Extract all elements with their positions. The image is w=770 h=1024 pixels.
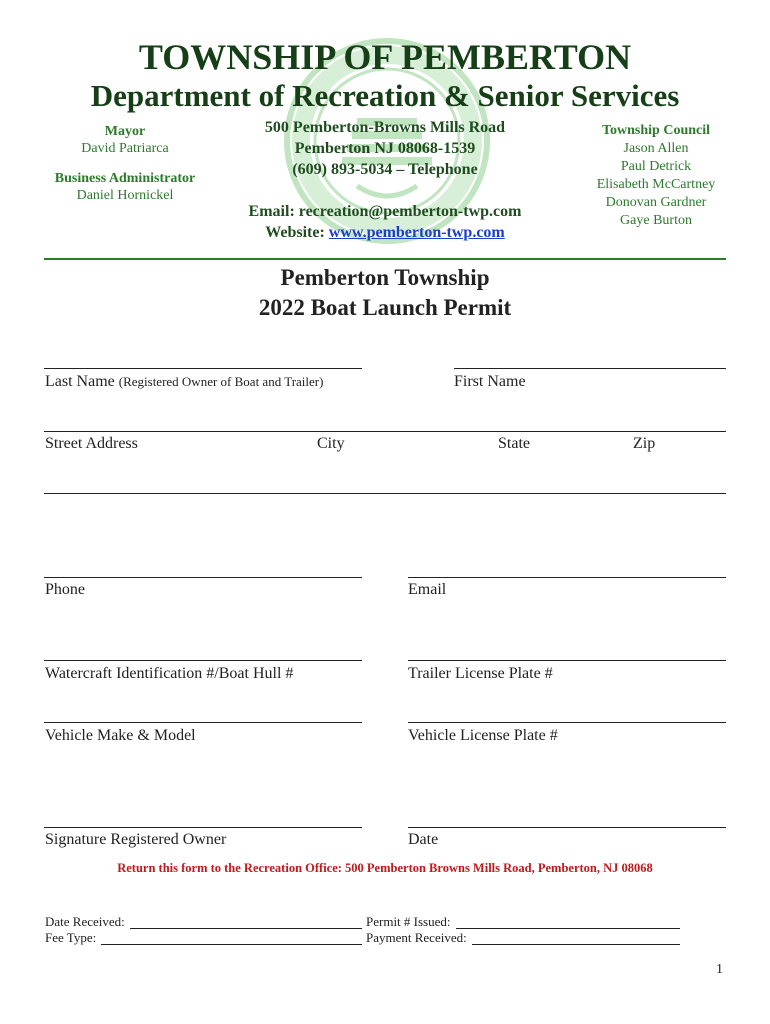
contact-block [200,201,570,243]
admin-label: Business Administrator [54,171,196,186]
vehicle-make-label: Vehicle Make & Model [45,727,196,744]
department-title: Department of Recreation & Senior Services [90,78,680,113]
township-title: TOWNSHIP OF PEMBERTON [138,37,632,77]
admin-name: Daniel Hornickel [76,188,174,203]
permit-title-line-1: Pemberton Township [280,265,490,290]
last-name-note: (Registered Owner of Boat and Trailer) [118,374,324,389]
email-label: Email [408,581,447,598]
permit-issued-field[interactable] [456,928,680,929]
mayor-name: David Patriarca [81,141,169,156]
vehicle-plate-field[interactable] [408,722,726,723]
watercraft-field[interactable] [44,660,362,661]
council-member: Paul Detrick [620,159,692,174]
email-line: Email: recreation@pemberton-twp.com [248,203,522,220]
return-instructions: Return this form to the Recreation Office: 500 Pemberton Browns Mills Road, Pemberton, NJ 08068 [117,861,653,875]
website-line [200,222,570,243]
header-divider [44,258,726,260]
council-member: Gaye Burton [620,213,692,228]
watercraft-label: Watercraft Identification #/Boat Hull # [45,665,294,682]
address-line-1: 500 Pemberton-Browns Mills Road [264,119,506,136]
council-member: Elisabeth McCartney [596,177,716,192]
council-member: Donovan Gardner [605,195,707,210]
last-name-text: Last Name [45,373,115,390]
permit-title-line-2: 2022 Boat Launch Permit [258,295,512,320]
website-label: Website: [265,224,329,241]
page-number: 1 [716,962,723,977]
vehicle-plate-label: Vehicle License Plate # [408,727,558,744]
zip-label: Zip [633,435,656,452]
mayor-label: Mayor [104,124,146,139]
mayor-block [40,123,210,157]
council-label: Township Council [601,123,711,138]
last-name-label [45,373,323,391]
email-field[interactable] [408,577,726,578]
fee-type-field[interactable] [101,944,362,945]
fee-type-label: Fee Type: [45,930,97,945]
permit-issued-label: Permit # Issued: [366,914,451,929]
payment-received-field[interactable] [472,944,680,945]
address-continuation-field[interactable] [44,493,726,494]
last-name-field[interactable] [44,368,362,369]
first-name-label: First Name [454,373,526,390]
address-line-2: Pemberton NJ 08068-1539 [294,140,476,157]
trailer-plate-field[interactable] [408,660,726,661]
phone-field[interactable] [44,577,362,578]
signature-field[interactable] [44,827,362,828]
permit-title [0,263,770,323]
street-address-label: Street Address [45,435,138,452]
payment-received-label: Payment Received: [366,930,467,945]
phone-line: (609) 893-5034 – Telephone [292,161,478,178]
date-received-label: Date Received: [45,914,125,929]
phone-label: Phone [45,581,85,598]
trailer-plate-label: Trailer License Plate # [408,665,553,682]
council-member: Jason Allen [623,141,689,156]
signature-label: Signature Registered Owner [45,831,227,848]
vehicle-make-field[interactable] [44,722,362,723]
city-label: City [317,435,345,452]
first-name-field[interactable] [454,368,726,369]
date-field[interactable] [408,827,726,828]
website-link[interactable]: www.pemberton-twp.com [328,224,505,241]
address-field[interactable] [44,431,726,432]
council-block [585,122,727,230]
address-block [220,117,550,180]
admin-block [40,170,210,204]
date-label: Date [408,831,439,848]
state-label: State [498,435,530,452]
date-received-field[interactable] [130,928,362,929]
